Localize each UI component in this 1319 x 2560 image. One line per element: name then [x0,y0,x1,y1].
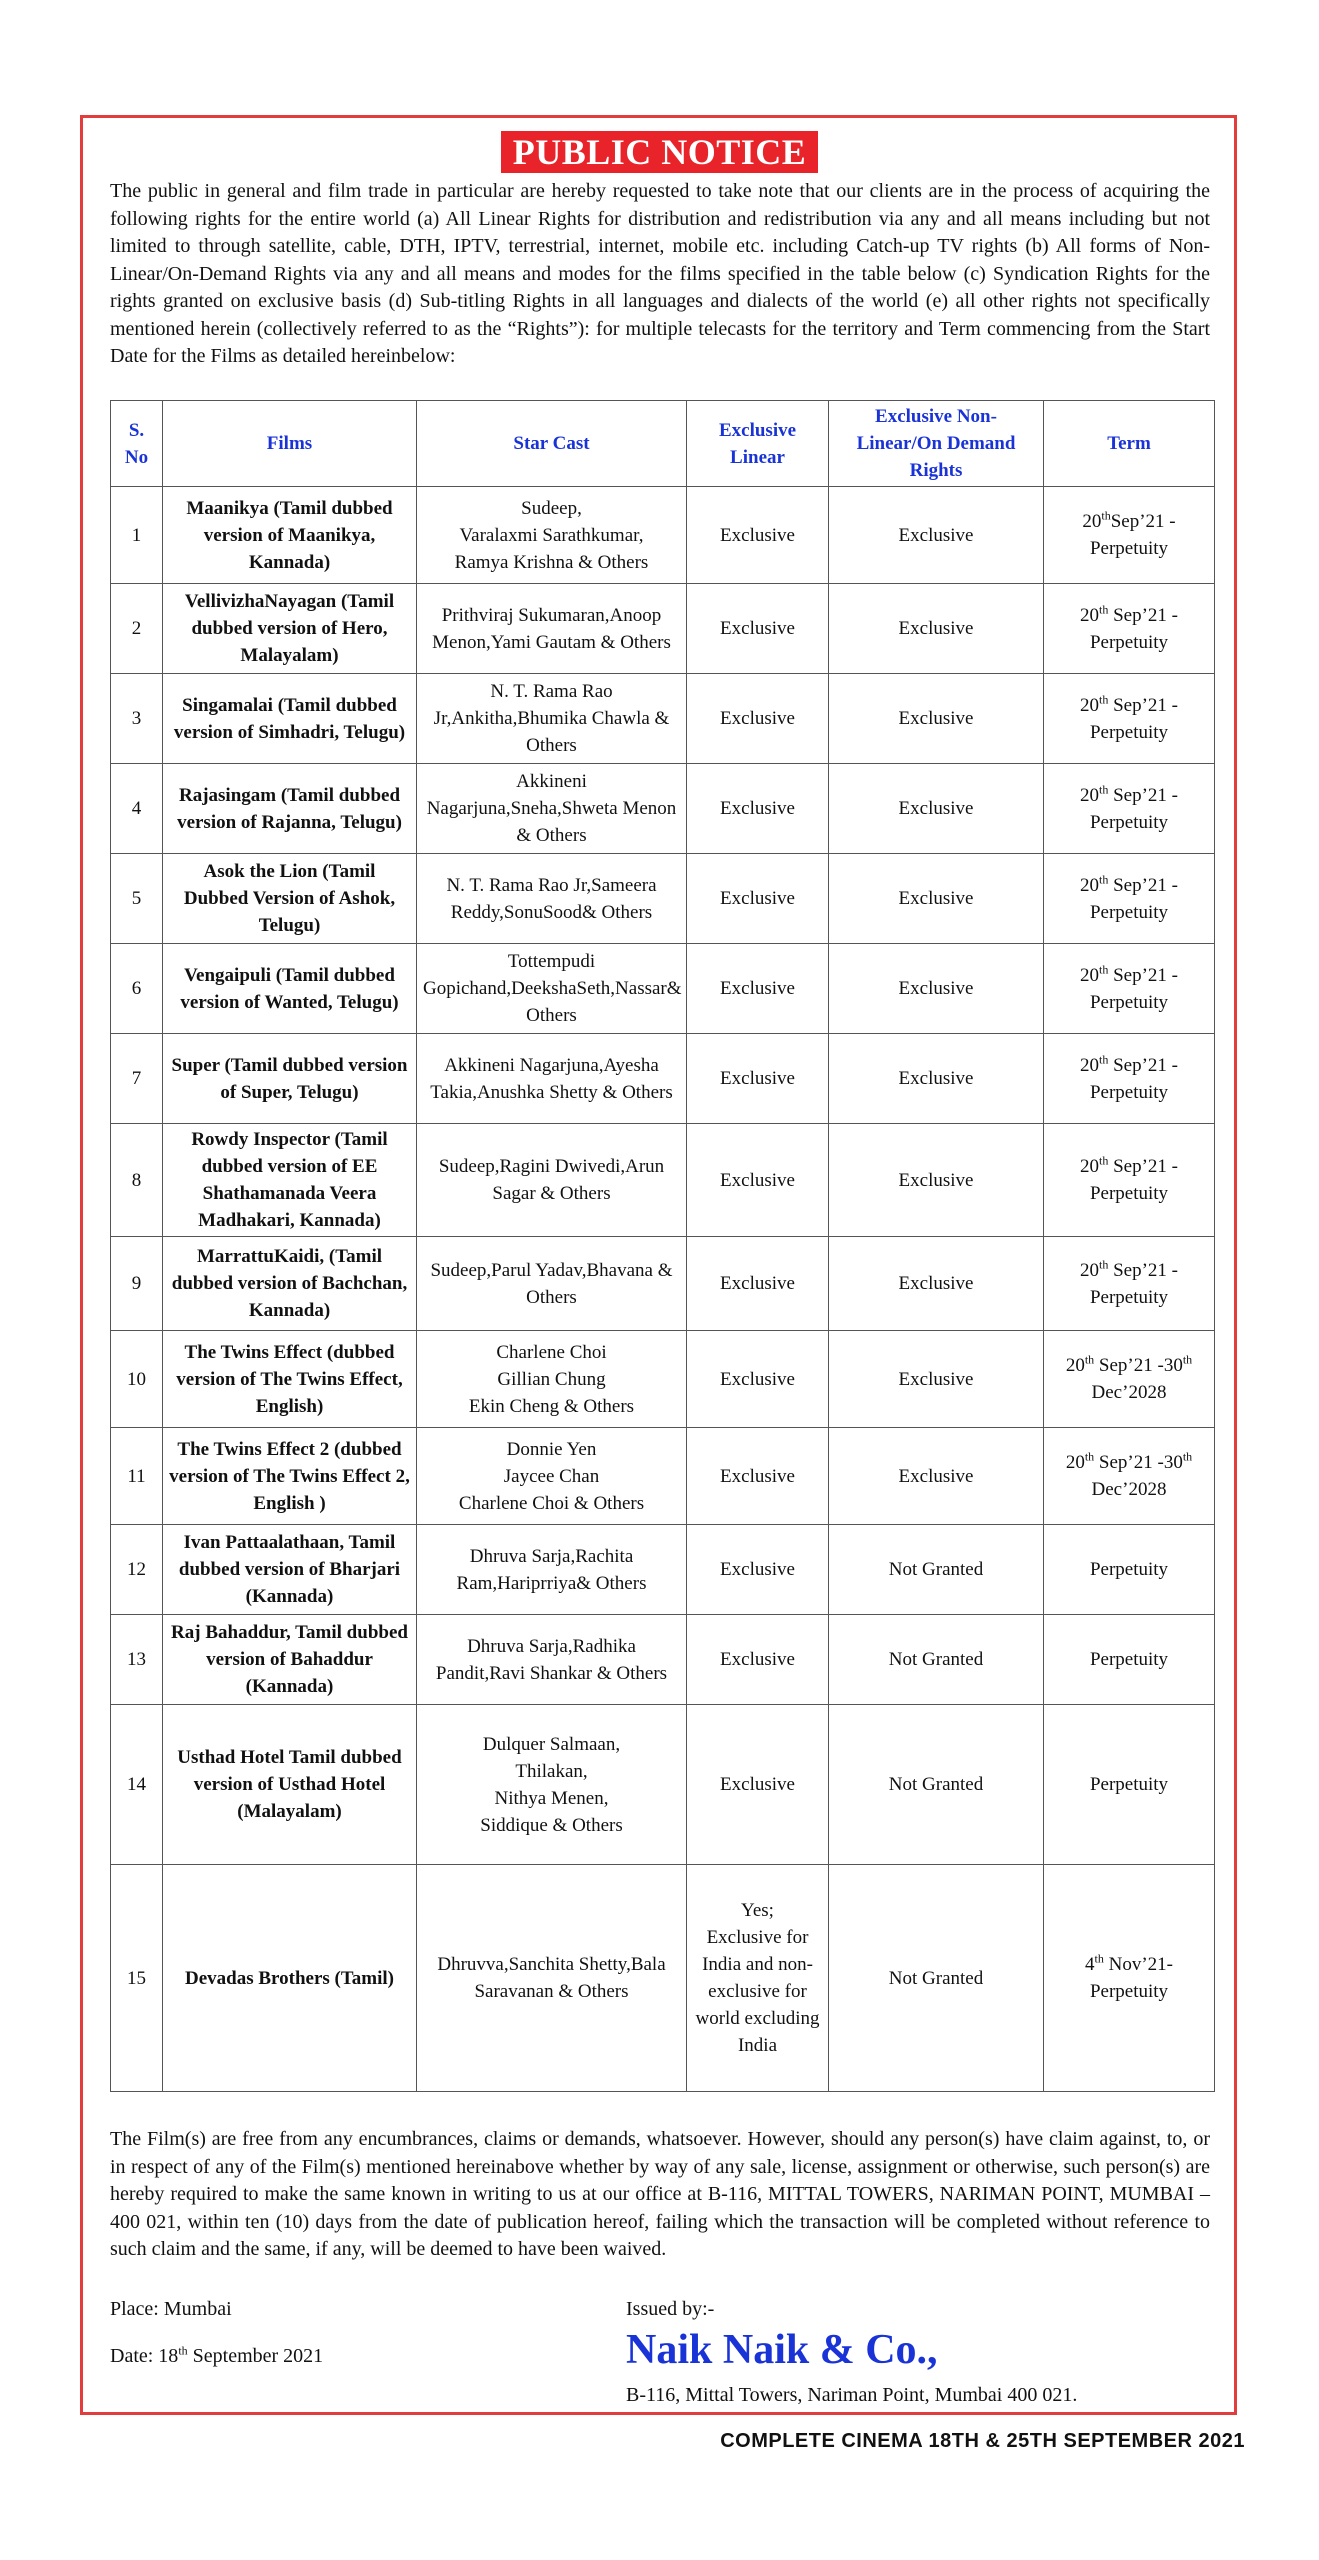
linear-line: Exclusive [720,618,795,639]
cell-sno: 10 [111,1331,163,1428]
cell-sno: 15 [111,1865,163,2092]
term-part: 20 [1080,874,1099,896]
cell-film: Devadas Brothers (Tamil) [163,1865,417,2092]
cell-film: Ivan Pattaalathaan, Tamil dubbed version of Bharjari (Kannada) [163,1525,417,1615]
term-text [1080,602,1178,653]
cell-term [1044,584,1215,674]
cell-exclusive-nonlinear: Not Granted [829,1615,1044,1705]
linear-line: Exclusive [720,978,795,999]
term-part: 20 [1080,694,1099,716]
cell-film: Rowdy Inspector (Tamil dubbed version of EE Shathamanada Veera Madhakari, Kannada) [163,1124,417,1237]
cell-sno: 5 [111,854,163,944]
cell-term [1044,1034,1215,1124]
cast-line: Gillian Chung [497,1368,606,1390]
term-sup: th [1101,508,1111,523]
cell-exclusive-nonlinear: Exclusive [829,584,1044,674]
header-star-cast: Star Cast [417,401,687,487]
term-text [1080,1052,1178,1103]
cell-exclusive-nonlinear: Not Granted [829,1525,1044,1615]
cell-term [1044,764,1215,854]
cell-star-cast [417,487,687,584]
cell-term [1044,674,1215,764]
term-part: Dec’2028 [1091,1479,1167,1500]
term-sup: th [1182,1352,1193,1367]
cell-exclusive-linear [687,1428,829,1525]
term-text [1080,1257,1178,1308]
cell-exclusive-nonlinear: Exclusive [829,487,1044,584]
cell-exclusive-nonlinear: Exclusive [829,1428,1044,1525]
term-part: 20 [1065,1355,1085,1376]
cell-exclusive-nonlinear: Exclusive [829,1237,1044,1331]
linear-line: Exclusive [720,1649,795,1670]
cell-exclusive-linear [687,1237,829,1331]
cell-exclusive-linear [687,1615,829,1705]
cast-line: Sudeep,Ragini Dwivedi,Arun Sagar & Others [438,1156,665,1204]
cell-exclusive-linear [687,674,829,764]
cell-film: Asok the Lion (Tamil Dubbed Version of Ashok, Telugu) [163,854,417,944]
date-suffix: September 2021 [187,2345,324,2367]
cell-sno: 13 [111,1615,163,1705]
table-row [111,854,1215,944]
cell-sno: 11 [111,1428,163,1525]
term-part: Dec’2028 [1091,1382,1167,1403]
term-text [1090,1559,1168,1580]
cell-sno: 7 [111,1034,163,1124]
publication-footer: COMPLETE CINEMA 18TH & 25TH SEPTEMBER 2021 [720,2430,1245,2452]
cell-exclusive-nonlinear: Exclusive [829,1124,1044,1237]
term-part: Sep’21 - Perpetuity [1089,604,1178,653]
cell-exclusive-linear [687,1525,829,1615]
cell-exclusive-nonlinear: Exclusive [829,1331,1044,1428]
term-sup: th [1099,782,1109,797]
cell-star-cast [417,1615,687,1705]
term-text [1080,782,1178,833]
term-part: Sep’21 - Perpetuity [1089,694,1178,743]
cell-film: Raj Bahaddur, Tamil dubbed version of Bahaddur (Kannada) [163,1615,417,1705]
cast-line: Tottempudi Gopichand,DeekshaSeth,Nassar& Others [423,951,682,1026]
table-header-row [111,401,1215,487]
linear-line: Exclusive [720,1169,795,1191]
table-row [111,1237,1215,1331]
table-row [111,1615,1215,1705]
term-part: 20 [1080,964,1099,986]
term-part: Sep’21 - Perpetuity [1089,964,1178,1013]
term-sup: th [1094,1951,1104,1966]
cell-exclusive-nonlinear: Exclusive [829,1034,1044,1124]
term-part: 20 [1080,1259,1099,1281]
cell-sno: 3 [111,674,163,764]
cell-sno: 14 [111,1705,163,1865]
date-line [110,2345,323,2368]
linear-line: Exclusive [720,1465,795,1487]
term-part: 20 [1082,511,1102,532]
cast-line: Varalaxmi Sarathkumar, [459,524,644,546]
cell-sno: 8 [111,1124,163,1237]
closing-paragraph: The Film(s) are free from any encumbrances, claims or demands, whatsoever. However, should any person(s) have claim against, to, or in respect of any of the Film(s) mentioned hereinabove whether by way of any sale, license, assignment or otherwise, such person(s) are hereby required to make the same known in writing to us at our office at B-116, MITTAL TOWERS, NARIMAN POINT, MUMBAI – 400 021, within ten (10) days from the date of publication hereof, failing which the transaction will be completed without reference to such claim and the same, if any, will be deemed to have been waived. [110,2128,1210,2260]
header-exclusive-nonlinear: Exclusive Non-Linear/On Demand Rights [829,401,1044,487]
cell-exclusive-linear [687,584,829,674]
header-sno: S. No [111,401,163,487]
term-part: Sep’21 - Perpetuity [1089,1156,1178,1204]
table-row [111,1428,1215,1525]
table-row [111,1331,1215,1428]
linear-line: Exclusive [720,1774,795,1795]
cell-star-cast [417,1124,687,1237]
term-part: 20 [1080,1156,1099,1177]
term-part: Nov’21- Perpetuity [1089,1954,1173,2002]
term-text [1090,1649,1168,1670]
term-text [1082,508,1176,559]
title-wrap [0,131,1319,173]
term-part: Sep’21 - Perpetuity [1089,784,1178,833]
term-sup: th [1084,1352,1095,1367]
cell-sno: 4 [111,764,163,854]
term-part: Sep’21 - Perpetuity [1089,1259,1178,1308]
term-sup: th [1099,602,1109,617]
cell-term [1044,1865,1215,2092]
cast-line: Ramya Krishna & Others [454,551,649,573]
table-row [111,487,1215,584]
term-sup: th [1084,1449,1095,1464]
date-sup: th [178,2343,188,2358]
term-text [1080,962,1178,1013]
cell-term [1044,1428,1215,1525]
cell-star-cast [417,1331,687,1428]
cell-term [1044,1705,1215,1865]
cast-line: Dhruva Sarja,Rachita Ram,Hariprriya& Others [456,1545,647,1594]
cast-line: Dulquer Salmaan, [482,1733,621,1755]
cell-film: VellivizhaNayagan (Tamil dubbed version of Hero, Malayalam) [163,584,417,674]
term-text [1080,1153,1178,1204]
term-sup: th [1099,1257,1109,1272]
cell-sno: 1 [111,487,163,584]
term-sup: th [1099,962,1109,977]
cast-line: Prithviraj Sukumaran,Anoop Menon,Yami Gautam & Others [432,604,671,653]
cell-exclusive-nonlinear: Exclusive [829,764,1044,854]
term-part: Sep’21 -30 [1094,1355,1183,1376]
cast-line: N. T. Rama Rao Jr,Ankitha,Bhumika Chawla & Others [433,681,670,756]
cell-star-cast [417,1865,687,2092]
cast-line: N. T. Rama Rao Jr,Sameera Reddy,SonuSood& Others [446,874,657,923]
term-part: Perpetuity [1089,1559,1169,1580]
cell-sno: 12 [111,1525,163,1615]
cell-film: Usthad Hotel Tamil dubbed version of Usthad Hotel (Malayalam) [163,1705,417,1865]
linear-line: Yes; [741,1900,774,1921]
linear-line: Exclusive [720,1559,795,1580]
issued-by: Issued by:- [626,2298,715,2320]
cell-exclusive-linear [687,1034,829,1124]
cell-film: Singamalai (Tamil dubbed version of Simhadri, Telugu) [163,674,417,764]
cell-exclusive-linear [687,1124,829,1237]
term-text [1065,1352,1193,1403]
cell-star-cast [417,854,687,944]
table-row [111,944,1215,1034]
cast-line: Jaycee Chan [503,1465,600,1487]
term-part: Sep’21 - Perpetuity [1089,511,1176,559]
cell-film: Super (Tamil dubbed version of Super, Telugu) [163,1034,417,1124]
cell-sno: 6 [111,944,163,1034]
term-part: 20 [1065,1452,1085,1473]
cell-exclusive-nonlinear: Not Granted [829,1705,1044,1865]
linear-line: Exclusive [720,1068,795,1089]
term-text [1065,1449,1193,1500]
cast-line: Dhruva Sarja,Radhika Pandit,Ravi Shankar & Others [435,1635,668,1684]
table-row [111,764,1215,854]
firm-address: B-116, Mittal Towers, Nariman Point, Mumbai 400 021. [626,2384,1078,2406]
cast-line: Akkineni Nagarjuna,Sneha,Shweta Menon & Others [426,771,677,846]
cell-exclusive-nonlinear: Exclusive [829,944,1044,1034]
date-value [110,2345,323,2367]
cell-film: The Twins Effect (dubbed version of The Twins Effect, English) [163,1331,417,1428]
cell-star-cast [417,1705,687,1865]
date-prefix: Date: 18 [110,2345,179,2367]
cell-term [1044,944,1215,1034]
table-row [111,1034,1215,1124]
cell-exclusive-nonlinear: Not Granted [829,1865,1044,2092]
cell-star-cast [417,1237,687,1331]
cell-sno: 9 [111,1237,163,1331]
term-part: Sep’21 - Perpetuity [1089,1054,1178,1103]
place-line: Place: Mumbai [110,2298,232,2320]
cell-term [1044,1124,1215,1237]
linear-line: Exclusive for India and non-exclusive for world excluding India [695,1927,820,2056]
term-part: Perpetuity [1089,1774,1169,1795]
cast-line: Donnie Yen [506,1438,597,1460]
cast-line: Charlene Choi & Others [458,1492,645,1514]
term-text [1085,1951,1173,2002]
cast-line: Ekin Cheng & Others [468,1395,635,1417]
term-part: 4 [1085,1954,1095,1975]
cast-line: Charlene Choi [496,1341,607,1363]
cast-line: Sudeep,Parul Yadav,Bhavana & Others [430,1259,673,1308]
cell-term [1044,487,1215,584]
linear-line: Exclusive [720,798,795,819]
term-part: 20 [1080,784,1099,806]
intro-paragraph: The public in general and film trade in particular are hereby requested to take note that our clients are in the process of acquiring the following rights for the entire world (a) All Linear Rights for distribution and redistribution via any and all means including but not limited to through satellite, cable, DTH, IPTV, terrestrial, internet, mobile etc. including Catch-up TV rights (b) All forms of Non-Linear/On-Demand Rights via any and all means and modes for the films specified in the table below (c) Syndication Rights for the rights granted on exclusive basis (d) Sub-titling Rights in all languages and dialects of the world (e) all other rights not specifically mentioned herein (collectively referred to as the “Rights”): for multiple telecasts for the territory and Term commencing from the Start Date for the Films as detailed hereinbelow: [110,180,1210,367]
header-term: Term [1044,401,1215,487]
cell-term [1044,1237,1215,1331]
term-part: Perpetuity [1089,1649,1169,1670]
linear-line: Exclusive [720,708,795,729]
cell-exclusive-linear [687,944,829,1034]
cell-term [1044,1615,1215,1705]
term-text [1090,1774,1168,1795]
cell-term [1044,1331,1215,1428]
cell-sno: 2 [111,584,163,674]
cell-exclusive-linear [687,854,829,944]
cell-exclusive-nonlinear: Exclusive [829,674,1044,764]
cell-star-cast [417,674,687,764]
header-exclusive-linear: Exclusive Linear [687,401,829,487]
rights-table [110,400,1215,2092]
cell-film: The Twins Effect 2 (dubbed version of The Twins Effect 2, English ) [163,1428,417,1525]
linear-line: Exclusive [720,888,795,909]
table-row [111,1865,1215,2092]
linear-line: Exclusive [720,1368,795,1390]
cast-line: Akkineni Nagarjuna,Ayesha Takia,Anushka Shetty & Others [430,1054,673,1103]
cell-term [1044,1525,1215,1615]
table-row [111,1124,1215,1237]
linear-line: Exclusive [720,524,795,546]
term-sup: th [1099,872,1109,887]
term-text [1080,872,1178,923]
cast-line: Siddique & Others [480,1814,623,1836]
cell-exclusive-linear [687,764,829,854]
cell-star-cast [417,1525,687,1615]
cell-exclusive-nonlinear: Exclusive [829,854,1044,944]
table-row [111,1525,1215,1615]
term-text [1080,692,1178,743]
table-body [111,487,1215,2092]
term-part: Sep’21 -30 [1094,1452,1183,1473]
cell-film: Vengaipuli (Tamil dubbed version of Wanted, Telugu) [163,944,417,1034]
firm-name: Naik Naik & Co., [626,2327,938,2373]
cell-star-cast [417,1034,687,1124]
table-row [111,674,1215,764]
term-part: Sep’21 - Perpetuity [1089,874,1178,923]
cell-star-cast [417,584,687,674]
cell-film: MarrattuKaidi, (Tamil dubbed version of Bachchan, Kannada) [163,1237,417,1331]
cast-line: Nithya Menen, [494,1787,609,1809]
cell-star-cast [417,944,687,1034]
cell-exclusive-linear [687,487,829,584]
term-sup: th [1099,692,1109,707]
cell-film: Rajasingam (Tamil dubbed version of Rajanna, Telugu) [163,764,417,854]
cast-line: Thilakan, [515,1760,588,1782]
term-sup: th [1182,1449,1193,1464]
notice-title: PUBLIC NOTICE [501,131,819,173]
cell-term [1044,854,1215,944]
cell-film: Maanikya (Tamil dubbed version of Maanikya, Kannada) [163,487,417,584]
cell-exclusive-linear [687,1865,829,2092]
cell-star-cast [417,1428,687,1525]
cast-line: Sudeep, [521,497,582,519]
cell-star-cast [417,764,687,854]
table-row [111,584,1215,674]
table-row [111,1705,1215,1865]
cell-exclusive-linear [687,1331,829,1428]
header-films: Films [163,401,417,487]
term-sup: th [1099,1052,1109,1067]
term-part: 20 [1080,1054,1099,1076]
term-sup: th [1099,1153,1109,1168]
linear-line: Exclusive [720,1273,795,1294]
cast-line: Dhruvva,Sanchita Shetty,Bala Saravanan & Others [437,1954,666,2002]
cell-exclusive-linear [687,1705,829,1865]
term-part: 20 [1080,604,1099,626]
